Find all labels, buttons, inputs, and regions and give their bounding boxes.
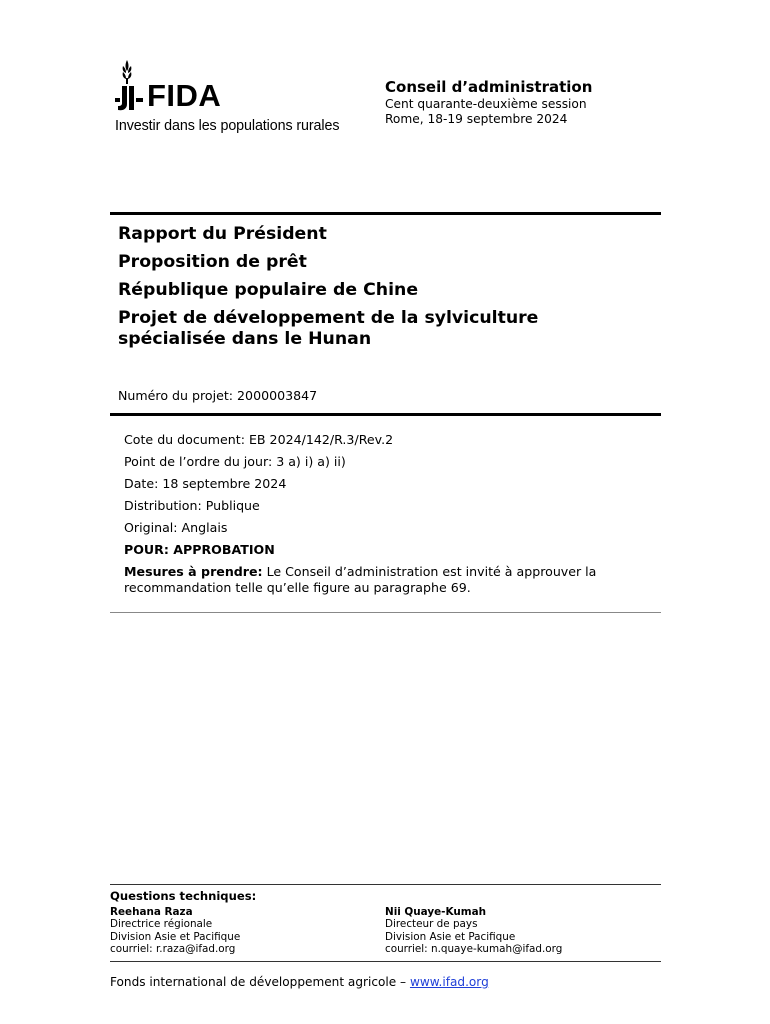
agenda-item: Point de l’ordre du jour: 3 a) i) a) ii) xyxy=(124,454,346,469)
logo-wordmark: FIDA xyxy=(147,78,222,113)
action-required xyxy=(124,564,644,595)
contact-role: Directeur de pays xyxy=(385,918,478,931)
project-number: Numéro du projet: 2000003847 xyxy=(118,388,318,403)
contact-email[interactable]: courriel: r.raza@ifad.org xyxy=(110,942,236,955)
divider-top xyxy=(110,212,661,215)
action-label: Mesures à prendre: xyxy=(124,564,263,579)
document-code: Cote du document: EB 2024/142/R.3/Rev.2 xyxy=(124,432,394,447)
meeting-info xyxy=(385,78,592,127)
title-report: Rapport du Président xyxy=(118,224,327,244)
divider-footer xyxy=(110,961,661,962)
wheat-ear-person-icon xyxy=(113,58,147,114)
divider-details xyxy=(110,612,661,613)
action-text: Le Conseil d’administration est invité à approuver la xyxy=(262,564,597,579)
title-project-line1: Projet de développement de la sylviculture xyxy=(118,308,539,328)
title-proposal: Proposition de prêt xyxy=(118,252,307,272)
action-text-cont: recommandation telle qu’elle figure au paragraphe 69. xyxy=(124,579,471,595)
place-date-line: Rome, 18-19 septembre 2024 xyxy=(385,112,568,126)
document-details xyxy=(124,432,644,601)
distribution: Distribution: Publique xyxy=(124,498,260,513)
divider-middle xyxy=(110,413,661,416)
contact-division: Division Asie et Pacifique xyxy=(385,930,516,943)
contact-email[interactable]: courriel: n.quaye-kumah@ifad.org xyxy=(385,942,563,955)
website-link[interactable]: www.ifad.org xyxy=(409,975,489,989)
contact-role: Directrice régionale xyxy=(110,918,213,931)
contact-card xyxy=(110,906,240,955)
title-project-line2: spécialisée dans le Hunan xyxy=(118,329,372,349)
document-date: Date: 18 septembre 2024 xyxy=(124,476,287,491)
footer-text: Fonds international de développement agricole – xyxy=(110,975,410,989)
purpose: POUR: APPROBATION xyxy=(124,542,275,557)
contact-card xyxy=(385,906,562,955)
contact-name: Reehana Raza xyxy=(110,906,193,918)
contact-division: Division Asie et Pacifique xyxy=(110,930,241,943)
contacts-heading: Questions techniques: xyxy=(110,889,257,903)
governing-body: Conseil d’administration xyxy=(385,78,593,96)
contact-name: Nii Quaye-Kumah xyxy=(385,906,486,918)
footer xyxy=(110,975,489,989)
divider-contacts xyxy=(110,884,661,885)
session-line: Cent quarante-deuxième session xyxy=(385,97,587,111)
original-language: Original: Anglais xyxy=(124,520,228,535)
title-country: République populaire de Chine xyxy=(118,280,419,300)
document-title-block xyxy=(118,224,638,357)
logo-tagline: Investir dans les populations rurales xyxy=(115,118,340,134)
ifad-logo xyxy=(113,58,373,138)
